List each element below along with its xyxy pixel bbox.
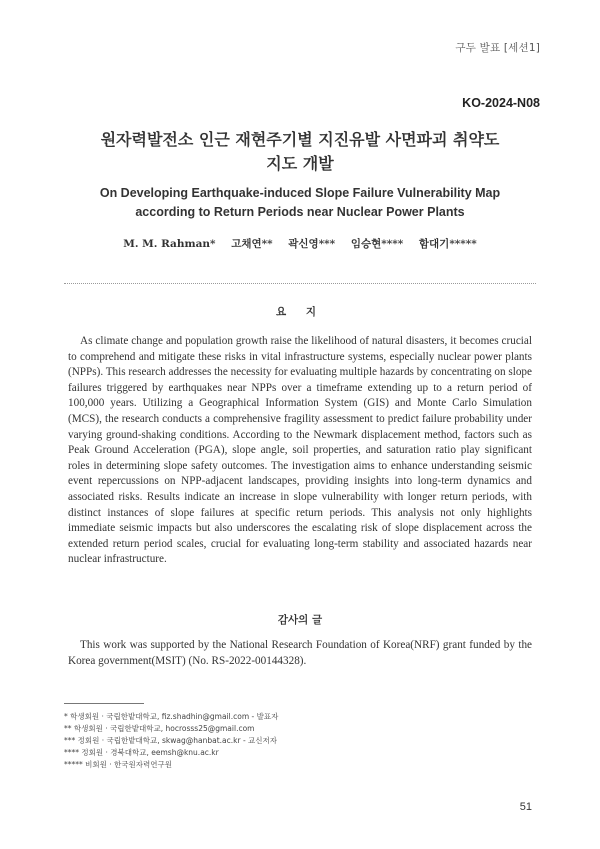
acknowledgement-heading: 감사의 글 — [277, 614, 323, 626]
page-number: 51 — [519, 801, 532, 813]
korean-title-line-2: 지도 개발 — [266, 154, 334, 173]
footnote: ** 학생회원 · 국립한밭대학교, hocrosss25@gmail.com — [64, 724, 255, 733]
author-list — [60, 236, 540, 251]
author-name: 함대기***** — [418, 238, 477, 250]
abstract-heading: 요 지 — [276, 306, 324, 318]
english-title-line-1: On Developing Earthquake-induced Slope Failure Vulnerability Map — [99, 186, 501, 200]
korean-title-line-1: 원자력발전소 인근 재현주기별 지진유발 사면파괴 취약도 — [100, 130, 500, 149]
author-name: M. M. Rahman* — [123, 238, 216, 250]
author-name: 고채연** — [231, 238, 273, 250]
paper-code: KO-2024-N08 — [462, 96, 540, 110]
footnote-rule — [64, 703, 144, 704]
english-title — [60, 184, 540, 222]
author-name: 임승현**** — [350, 238, 404, 250]
session-label: 구두 발표 [세션1] — [455, 42, 540, 54]
footnote: *** 정회원 · 국립한밭대학교, skwag@hanbat.ac.kr - 교신저자 — [64, 736, 278, 745]
author-name: 곽신영*** — [288, 238, 336, 250]
footnote: ***** 비회원 · 한국원자력연구원 — [64, 760, 172, 769]
abstract-text: As climate change and population growth raise the likelihood of natural disasters, it becomes crucial to comprehend and mitigate these risks in vital infrastructure systems, especially nuclear power plants (NPPs). This research addresses the necessity for evaluating multiple hazards by concentrating on slope failures triggered by earthquakes near NPPs over a timeframe extending up to a return period of 100,000 years. Utilizing a Geographical Information System (GIS) and Monte Carlo Simulation (MCS), the research conducts a comprehensive fragility assessment to predict failure probability under varying ground-shaking conditions. According to the Newmark displacement method, factors such as Peak Ground Acceleration (PGA), slope angle, soil properties, and saturation ratio play significant roles in determining slope safety outcomes. The investigation aims to enhance understanding seismic event repercussions on NPP-adjacent landscapes, providing insights into long-term dynamics and associated risks. Results indicate an increase in slope vulnerability with longer return periods, with distinct instances of slope failures at specific return periods. This analysis not only highlights immediate seismic impacts but also underscores the escalating risk of slope displacement across the extended return period scales, crucial for evaluating long-term stability and associated hazards near nuclear infrastructure. — [68, 335, 532, 566]
english-title-line-2: according to Return Periods near Nuclear Power Plants — [135, 205, 465, 219]
footnote-list — [64, 711, 536, 771]
acknowledgement-text: This work was supported by the National Research Foundation of Korea(NRF) grant funded by the Korea government(MSIT) (No. RS-2022-00144328). — [68, 639, 532, 667]
korean-title — [60, 128, 540, 176]
section-divider — [64, 283, 536, 284]
footnote: **** 정회원 · 경북대학교, eemsh@knu.ac.kr — [64, 748, 219, 757]
footnote: * 학생회원 · 국립한밭대학교, fiz.shadhin@gmail.com - 발표자 — [64, 712, 279, 721]
